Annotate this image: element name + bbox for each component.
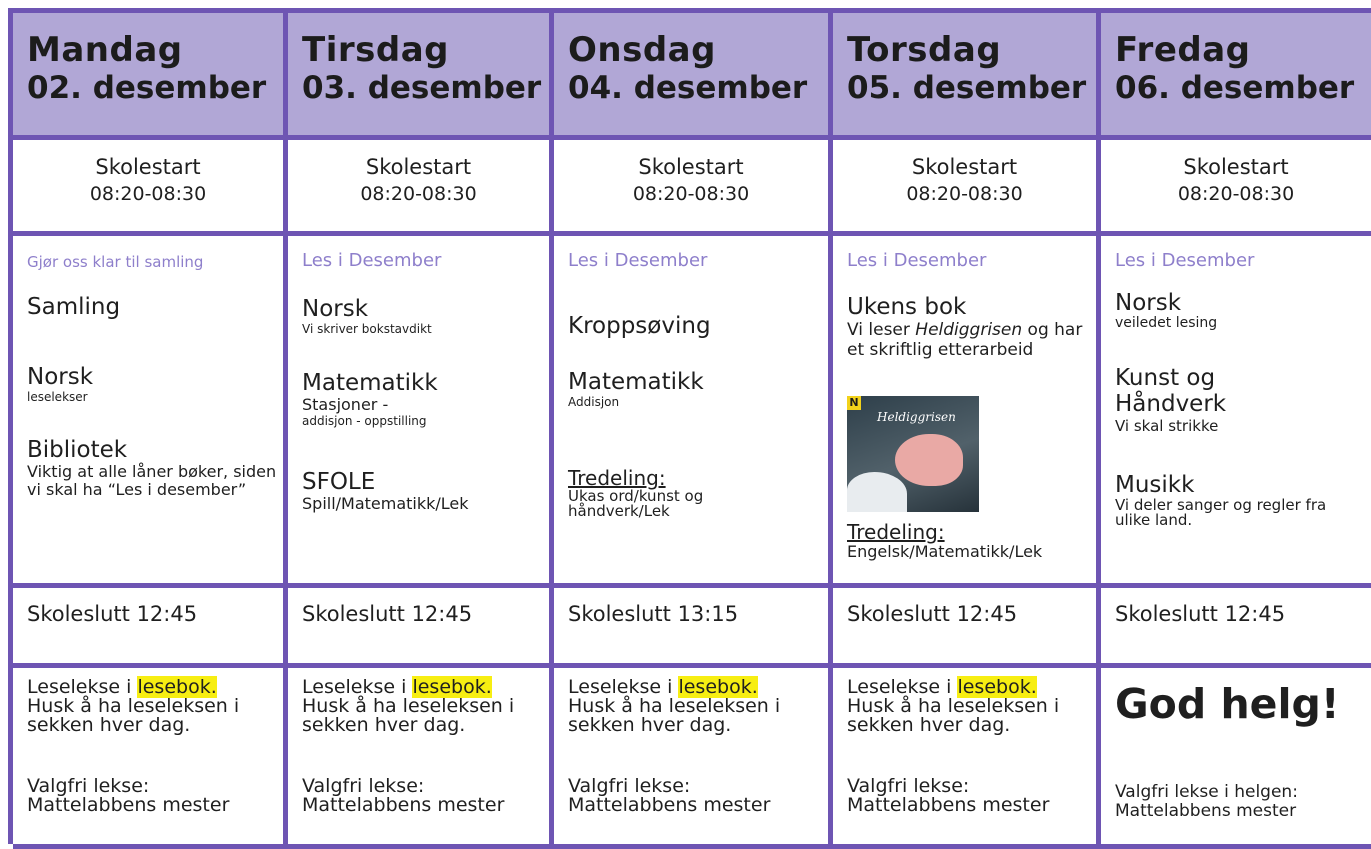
activity-norsk xyxy=(302,296,432,336)
optional-label: Valgfri lekse: xyxy=(302,775,425,797)
school-end-friday: Skoleslutt 12:45 xyxy=(1101,588,1371,668)
activity-desc: Addisjon xyxy=(568,395,620,409)
activity-kroppsoving xyxy=(568,313,711,339)
school-start-time: 08:20-08:30 xyxy=(906,183,1023,205)
day-date: 05. desember xyxy=(847,70,1087,106)
header-monday xyxy=(13,13,288,140)
activity-desc: Spill/Matematikk/Lek xyxy=(302,494,469,513)
homework-optional xyxy=(1115,783,1298,821)
desc-text: og har et skriftlig etterarbeid xyxy=(847,320,1083,360)
school-start-friday xyxy=(1101,140,1371,236)
homework-optional xyxy=(568,777,770,815)
day-name: Tirsdag xyxy=(302,30,449,70)
day-name: Mandag xyxy=(27,30,183,70)
weekly-schedule xyxy=(8,8,1371,844)
optional-task: Mattelabbens mester xyxy=(847,794,1050,816)
activity-title: Norsk xyxy=(1115,290,1182,316)
activity-sfole xyxy=(302,469,469,513)
header-tuesday xyxy=(288,13,554,140)
activity-matematikk xyxy=(302,370,438,428)
homework-wednesday xyxy=(554,668,833,849)
activity-musikk xyxy=(1115,472,1365,528)
homework-monday xyxy=(13,668,288,849)
day-date: 06. desember xyxy=(1115,70,1355,106)
optional-label: Valgfri lekse: xyxy=(847,775,970,797)
activity-ukens-bok xyxy=(847,294,1087,360)
homework-remind: Husk å ha leseleksen i sekken hver dag. xyxy=(302,695,515,736)
activity-desc: leselekser xyxy=(27,390,88,404)
activity-tredeling xyxy=(847,521,1042,561)
activities-wednesday xyxy=(554,236,833,588)
activity-desc xyxy=(847,320,1087,360)
activity-desc: veiledet lesing xyxy=(1115,315,1218,331)
header-friday xyxy=(1101,13,1371,140)
school-start-label: Skolestart xyxy=(365,155,472,179)
homework-optional xyxy=(27,777,229,815)
desc-text: Vi leser xyxy=(847,320,916,340)
homework-optional xyxy=(302,777,504,815)
day-date: 02. desember xyxy=(27,70,267,106)
school-start-thursday xyxy=(833,140,1101,236)
activities-monday xyxy=(13,236,288,588)
publisher-badge: N xyxy=(847,396,861,410)
activities-friday xyxy=(1101,236,1371,588)
book-title: Heldiggrisen xyxy=(915,320,1023,340)
header-wednesday xyxy=(554,13,833,140)
activity-title: Matematikk xyxy=(302,370,438,396)
activity-desc: Vi deler sanger og regler fra ulike land. xyxy=(1115,496,1327,529)
day-name: Torsdag xyxy=(847,30,1002,70)
cover-snow xyxy=(847,472,907,512)
activity-intro: Gjør oss klar til samling xyxy=(27,253,204,271)
school-end-monday: Skoleslutt 12:45 xyxy=(13,588,288,668)
activities-tuesday xyxy=(288,236,554,588)
homework-pre: Leselekse i xyxy=(302,676,413,698)
activity-desc: Engelsk/Matematikk/Lek xyxy=(847,542,1043,561)
school-start-time: 08:20-08:30 xyxy=(1177,183,1295,205)
activity-intro: Les i Desember xyxy=(568,250,708,271)
god-helg-heading: God helg! xyxy=(1115,680,1340,728)
homework-remind: Husk å ha leseleksen i sekken hver dag. xyxy=(847,695,1060,736)
homework-friday xyxy=(1101,668,1371,849)
activities-thursday xyxy=(833,236,1101,588)
activity-desc: Stasjoner - xyxy=(302,395,389,414)
book-cover-image xyxy=(847,396,979,512)
school-start-monday xyxy=(13,140,288,236)
homework-pre: Leselekse i xyxy=(568,676,679,698)
activity-title: Tredeling: xyxy=(847,520,945,544)
homework-remind: Husk å ha leseleksen i sekken hver dag. xyxy=(27,695,240,736)
activity-samling xyxy=(27,294,120,320)
homework-book: lesebok. xyxy=(137,676,217,698)
optional-label: Valgfri lekse: xyxy=(568,775,691,797)
activity-title: Håndverk xyxy=(1115,391,1227,417)
day-name: Fredag xyxy=(1115,30,1251,70)
school-end-tuesday: Skoleslutt 12:45 xyxy=(288,588,554,668)
activity-title: Tredeling: xyxy=(568,466,666,490)
activity-title: Ukens bok xyxy=(847,294,967,320)
school-start-label: Skolestart xyxy=(1183,155,1289,179)
activity-title: Samling xyxy=(27,294,121,320)
cover-pig xyxy=(895,434,963,486)
activity-desc: Vi skal strikke xyxy=(1115,417,1219,435)
school-start-label: Skolestart xyxy=(95,155,201,179)
homework-tuesday xyxy=(288,668,554,849)
activity-intro: Les i Desember xyxy=(302,250,442,271)
activity-title: Matematikk xyxy=(568,369,704,395)
activity-matematikk xyxy=(568,369,704,409)
school-start-time: 08:20-08:30 xyxy=(89,183,207,205)
activity-desc: Vi skriver bokstavdikt xyxy=(302,322,432,336)
day-date: 03. desember xyxy=(302,70,542,106)
activity-tredeling xyxy=(568,467,808,519)
activity-desc-sub: addisjon - oppstilling xyxy=(302,414,427,428)
homework-thursday xyxy=(833,668,1101,849)
homework-book: lesebok. xyxy=(412,676,492,698)
homework-book: lesebok. xyxy=(957,676,1037,698)
homework-pre: Leselekse i xyxy=(27,676,138,698)
homework-optional xyxy=(847,777,1049,815)
school-start-label: Skolestart xyxy=(638,155,744,179)
school-start-time: 08:20-08:30 xyxy=(632,183,750,205)
activity-title: Bibliotek xyxy=(27,437,128,463)
activity-desc: Ukas ord/kunst og håndverk/Lek xyxy=(568,487,704,520)
school-start-label: Skolestart xyxy=(911,155,1018,179)
optional-task: Mattelabbens mester xyxy=(27,794,230,816)
activity-desc: Viktig at alle låner bøker, siden vi skal ha “Les i desember” xyxy=(27,462,277,499)
homework-book: lesebok. xyxy=(678,676,758,698)
day-date: 04. desember xyxy=(568,70,808,106)
activity-norsk xyxy=(27,364,93,404)
optional-task: Mattelabbens mester xyxy=(568,794,771,816)
activity-title: Norsk xyxy=(302,296,369,322)
activity-title: Musikk xyxy=(1115,472,1195,498)
optional-label: Valgfri lekse i helgen: xyxy=(1115,782,1298,802)
school-start-wednesday xyxy=(554,140,833,236)
activity-bibliotek xyxy=(27,437,277,499)
activity-title: SFOLE xyxy=(302,469,376,495)
activity-title: Kunst og xyxy=(1115,365,1216,391)
activity-kunst-og-handverk xyxy=(1115,365,1226,435)
homework-pre: Leselekse i xyxy=(847,676,958,698)
activity-intro: Les i Desember xyxy=(847,250,987,271)
activity-intro: Les i Desember xyxy=(1115,250,1255,271)
school-start-tuesday xyxy=(288,140,554,236)
activity-title: Norsk xyxy=(27,364,94,390)
optional-task: Mattelabbens mester xyxy=(1115,801,1297,821)
homework-remind: Husk å ha leseleksen i sekken hver dag. xyxy=(568,695,781,736)
optional-label: Valgfri lekse: xyxy=(27,775,150,797)
cover-title: Heldiggrisen xyxy=(877,410,956,424)
header-thursday xyxy=(833,13,1101,140)
activity-title: Kroppsøving xyxy=(568,313,711,339)
school-end-wednesday: Skoleslutt 13:15 xyxy=(554,588,833,668)
school-end-thursday: Skoleslutt 12:45 xyxy=(833,588,1101,668)
day-name: Onsdag xyxy=(568,30,716,70)
school-start-time: 08:20-08:30 xyxy=(360,183,477,205)
activity-norsk xyxy=(1115,290,1217,330)
optional-task: Mattelabbens mester xyxy=(302,794,505,816)
